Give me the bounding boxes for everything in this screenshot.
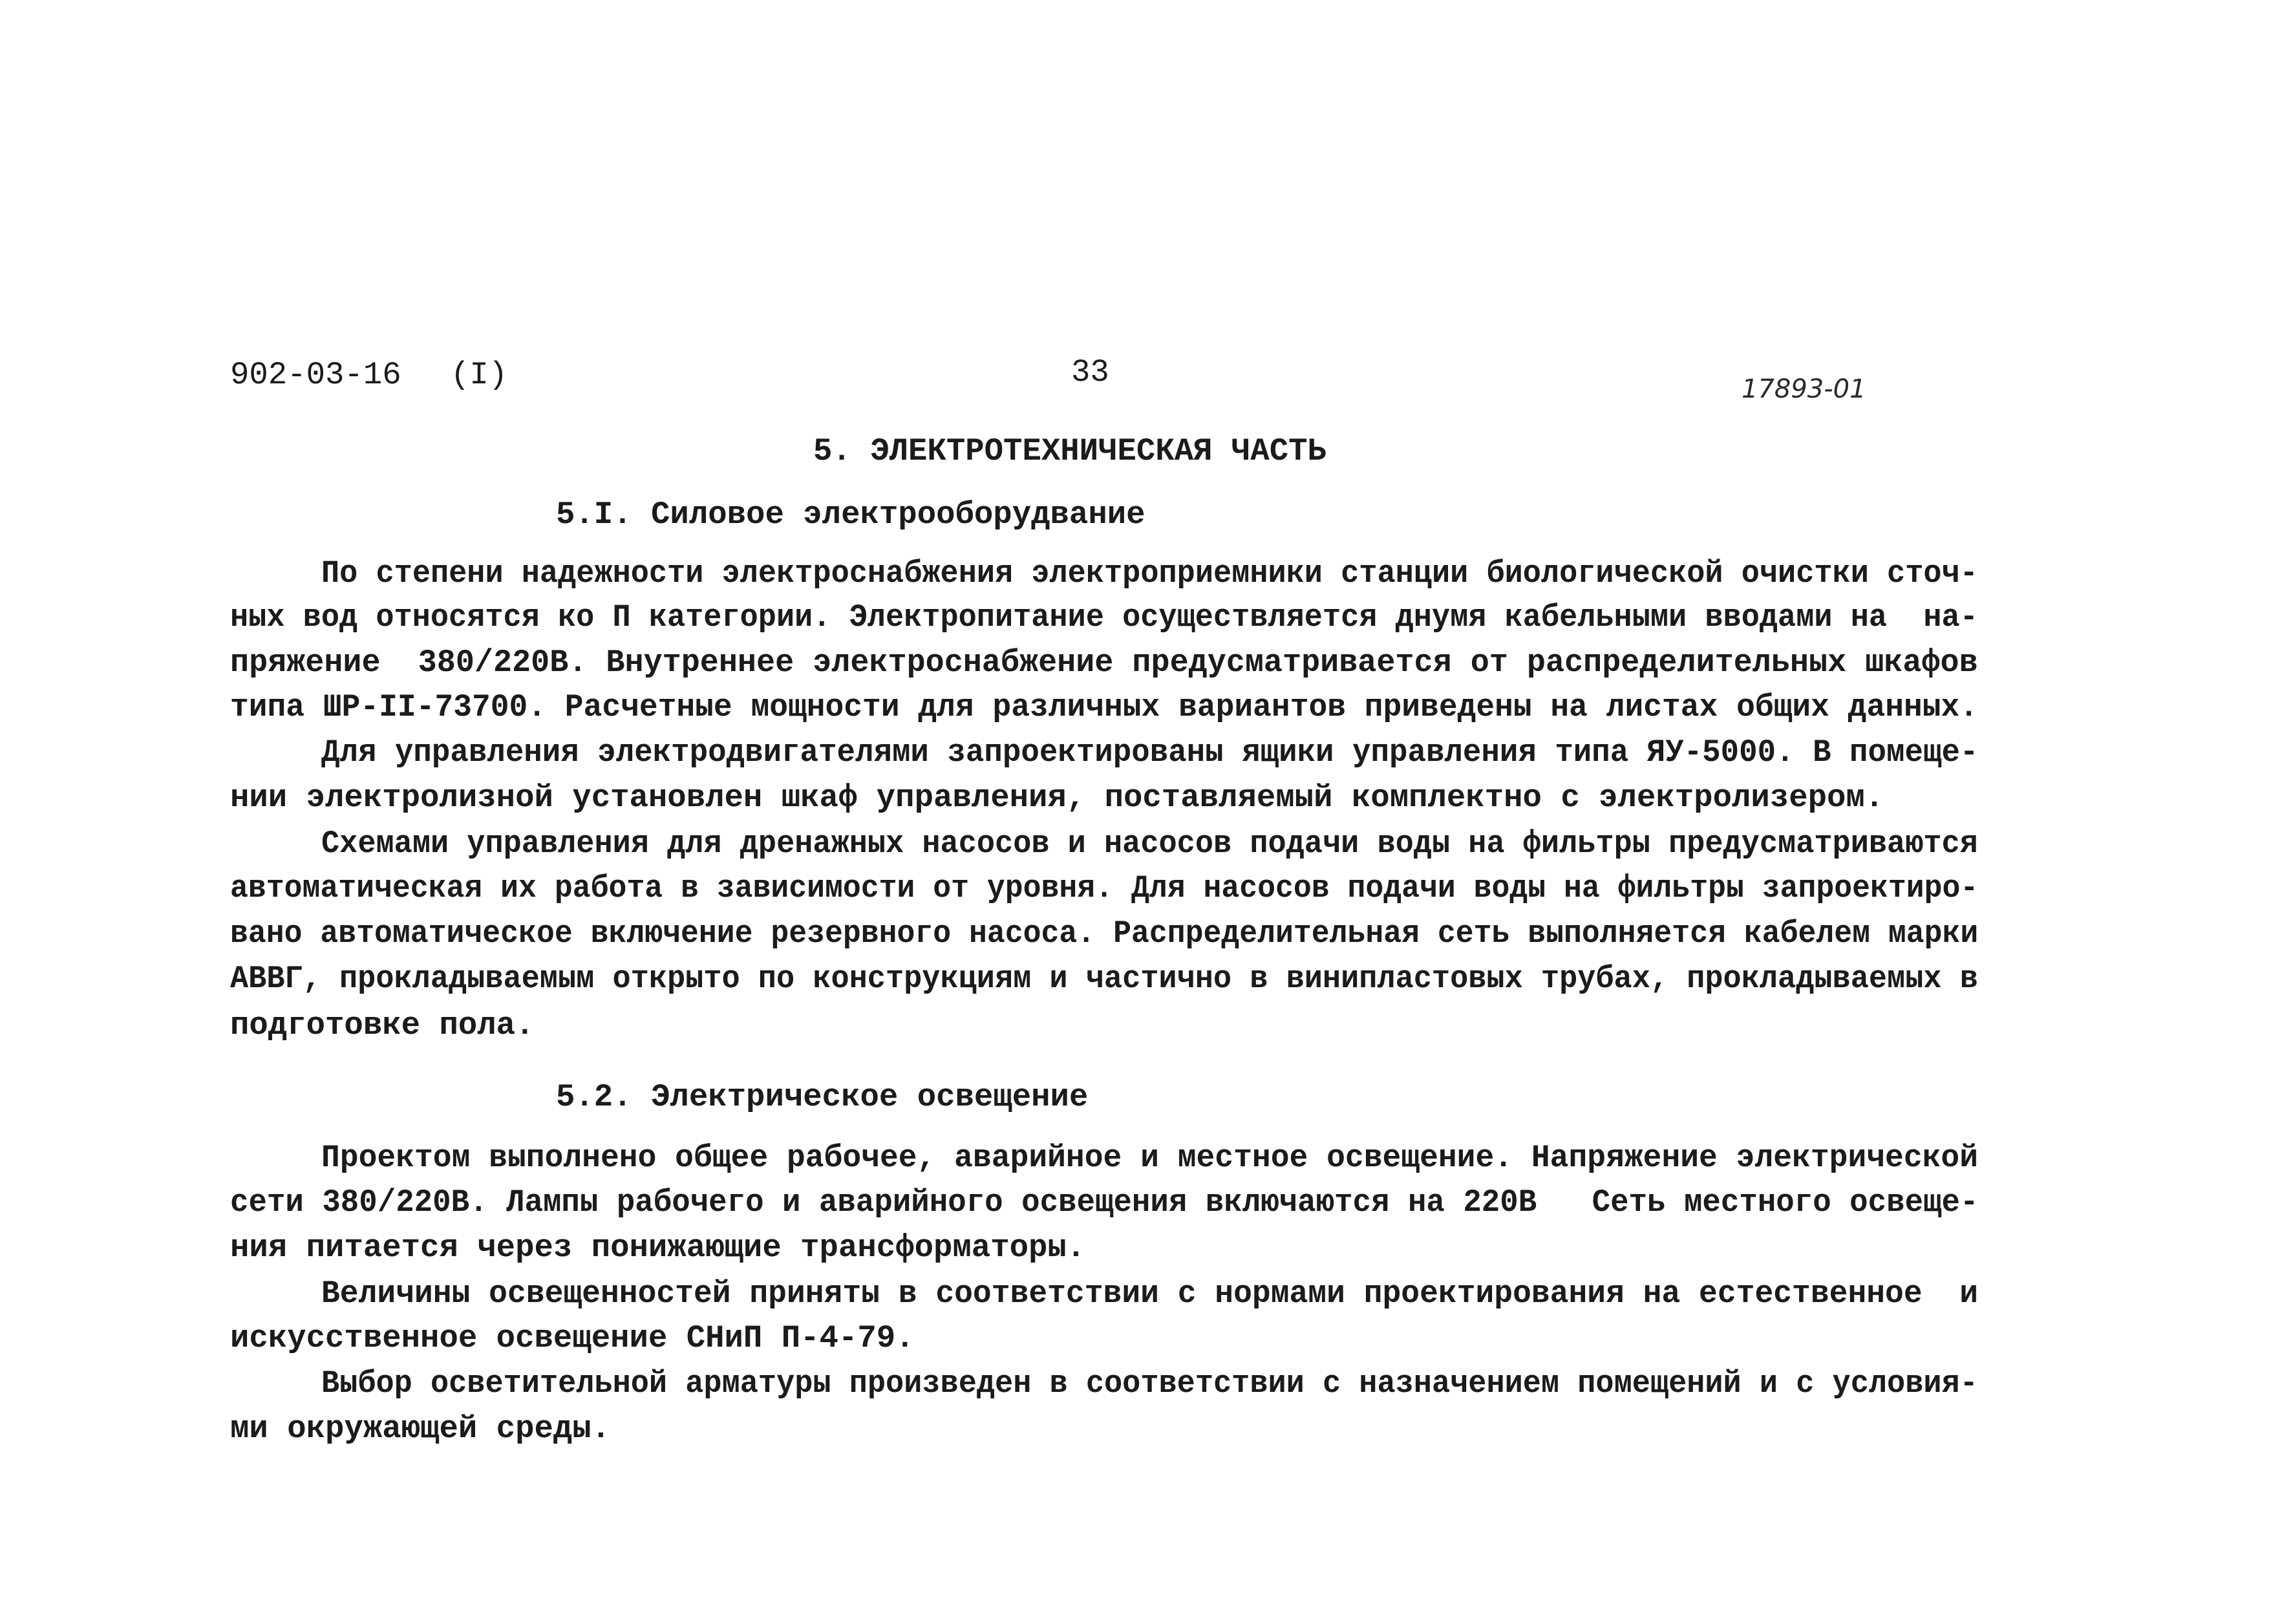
sheet-code: 17893-01 (1742, 374, 1866, 404)
paragraph-line: Для управления электродвигателями запроектированы ящики управления типа ЯУ-5000. В помеще- (321, 734, 1979, 771)
section-title: 5. ЭЛЕКТРОТЕХНИЧЕСКАЯ ЧАСТЬ (813, 433, 1326, 469)
document-part: (I) (451, 357, 508, 393)
paragraph-line: АВВГ, прокладываемым открыто по конструкциям и частично в винипластовых трубах, прокладываемых в (230, 961, 1978, 997)
paragraph-line: подготовке пола. (230, 1007, 535, 1043)
paragraph-line: искусственное освещение СНиП П-4-79. (230, 1320, 915, 1356)
paragraph-line: Схемами управления для дренажных насосов и насосов подачи воды на фильтры предусматриваются (321, 826, 1978, 862)
paragraph-line: ных вод относятся ко П категории. Электропитание осуществляется днумя кабельными вводами на на- (230, 599, 1978, 636)
paragraph-line: ми окружающей среды. (230, 1411, 611, 1447)
paragraph-line: нии электролизной установлен шкаф управления, поставляемый комплектно с электролизером. (230, 780, 1884, 816)
paragraph-line: сети 380/220В. Лампы рабочего и аварийного освещения включаются на 220В Сеть местного освеще- (230, 1184, 1979, 1221)
subsection-title-power-equipment: 5.I. Силовое электрооборудвание (556, 497, 1145, 533)
page-number: 33 (1071, 354, 1109, 390)
paragraph-line: пряжение 380/220В. Внутреннее электроснабжение предусматривается от распределительных шкафов (230, 645, 1978, 681)
paragraph-line: Выбор осветительной арматуры произведен в соответствии с назначением помещений и с условия- (321, 1365, 1978, 1402)
paragraph-line: ния питается через понижающие трансформаторы. (230, 1230, 1086, 1266)
document-code: 902-03-16 (230, 357, 401, 393)
subsection-title-electric-lighting: 5.2. Электрическое освещение (556, 1079, 1089, 1115)
paragraph-line: типа ШР-II-73700. Расчетные мощности для различных вариантов приведены на листах общих данных. (230, 689, 1979, 725)
paragraph-line: По степени надежности электроснабжения электроприемники станции биологической очистки сточ- (321, 555, 1978, 592)
paragraph-line: Проектом выполнено общее рабочее, аварийное и местное освещение. Напряжение электрической (321, 1140, 1979, 1176)
paragraph-line: автоматическая их работа в зависимости от уровня. Для насосов подачи воды на фильтры запроектиро- (230, 870, 1979, 906)
paragraph-line: вано автоматическое включение резервного насоса. Распределительная сеть выполняется кабелем марки (230, 915, 1979, 952)
paragraph-line: Величины освещенностей приняты в соответствии с нормами проектирования на естественное и (321, 1276, 1979, 1312)
